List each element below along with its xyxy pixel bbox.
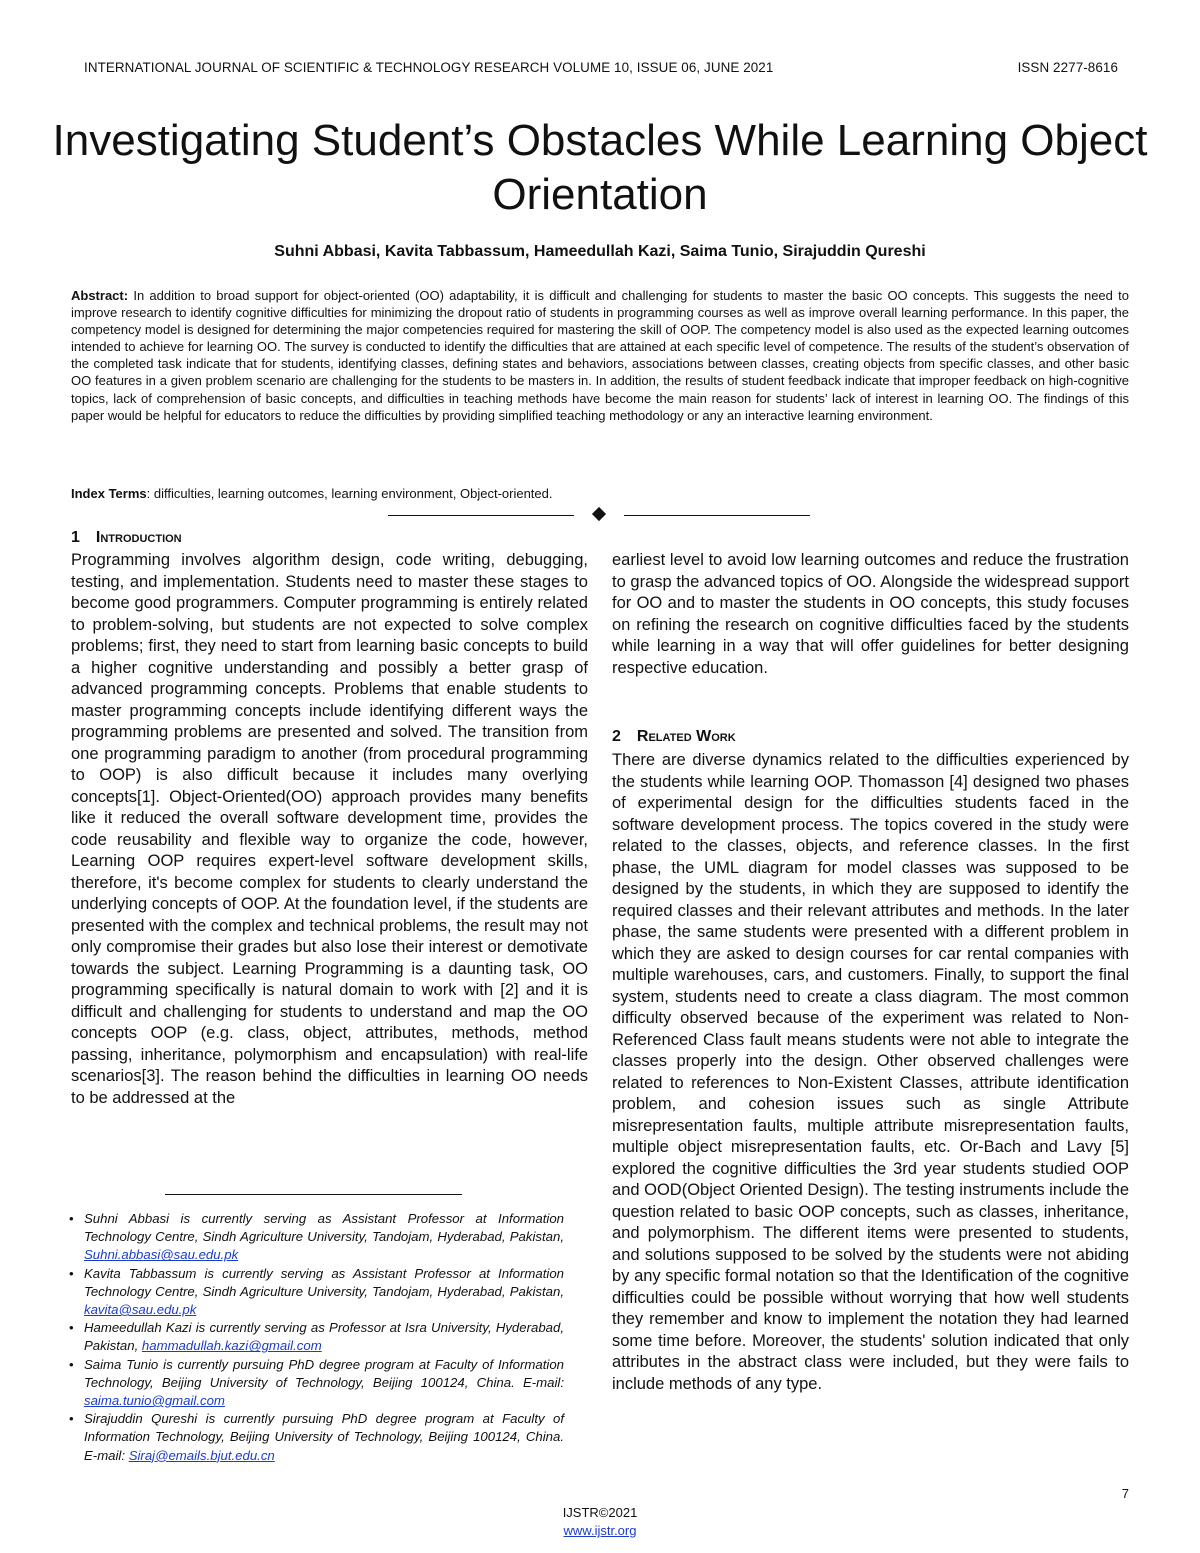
footnote-item: • Kavita Tabbassum is currently serving as Assistant Professor at Information Technology Centre, Sindh Agriculture University, Tandojam, Hyderabad, Pakistan, kavita@sau.edu.pk	[69, 1265, 564, 1320]
index-terms-label: Index Terms	[71, 486, 147, 501]
section-title: Introduction	[95, 529, 182, 546]
section-heading-introduction	[71, 529, 182, 547]
right-column	[612, 550, 1129, 679]
separator-line-left	[388, 515, 574, 516]
footnote-rule	[165, 1194, 462, 1195]
abstract-text: In addition to broad support for object-oriented (OO) adaptability, it is difficult and challenging for students to master the basic OO concepts. This suggests the need to improve research to identify cognitive difficulties for minimizing the dropout ratio of students in programming courses as well as improve overall learning performance. In this paper, the competency model is designed for determining the major competencies required for mastering the skill of OOP. The competency model is also used as the expected learning outcomes intended to achieve for learning OO. The survey is conducted to identify the difficulties that are attained at each specific level of competence. The results of the student’s observation of the completed task indicate that for students, identifying classes, defining states and behaviors, associations between classes, creating objects from specific classes, and other basic OO features in a given problem scenario are challenging for the students to be masters in. In addition, the results of student feedback indicate that improper feedback on high-cognitive topics, lack of comprehension of basic concepts, and difficulties in teaching methods have become the main reason for students’ lack of interest in learning OO. The findings of this paper would be helpful for educators to reduce the difficulties by providing simplified teaching methodology or any an interactive learning environment.	[71, 288, 1129, 423]
section-title: Related Work	[636, 728, 736, 745]
related-work-paragraph: There are diverse dynamics related to the difficulties experienced by the students while learning OOP. Thomasson [4] designed two phases of experimental design for the difficulties students faced in the software development process. The topics covered in the study were related to the classes, objects, and reference classes. In the first phase, the UML diagram for model classes was supposed to be designed by the students, in which they are supposed to identify the required classes and their relevant attributes and methods. In the later phase, the same students were presented with a different problem in which they are asked to design courses for car rental companies with multiple warehouses, cars, and customers. Finally, to support the final system, students need to create a class diagram. The most common difficulty observed because of the experiment was related to Non-Referenced Class fault means students were not able to integrate the classes properly into the design. Other observed challenges were related to references to Non-Existent Classes, attribute identification problem, and cohesion issues such as single Attribute misrepresentation faults, multiple attribute misrepresentation faults, multiple object misrepresentation faults, etc. Or-Bach and Lavy [5] explored the cognitive difficulties the 3rd year students studied OOP and OOD(Object Oriented Design). The testing instruments include the question related to basic OOP concepts, such as classes, inheritance, and polymorphism. The different items were presented to students, and solutions supposed to be solved by the students were not abiding by any specific formal notation so that the Identification of the cognitive difficulties could be possible without worrying that how well students they remember and know to implement the notation they had learned some time before. Moreover, the students' solution indicated that only attributes in the abstract class were included, but they were fails to include methods of any type.	[612, 751, 1129, 1393]
introduction-continued: earliest level to avoid low learning outcomes and reduce the frustration to grasp the advanced topics of OO. Alongside the widespread support for OO and to master the students in OO concepts, this study focuses on refining the research on cognitive difficulties faced by the students while learning in a way that will offer guidelines for better designing respective education.	[612, 551, 1129, 677]
running-header	[84, 60, 1118, 80]
author-footnotes	[69, 1210, 564, 1465]
section-number: 1	[71, 529, 80, 546]
page-footer	[0, 1504, 1200, 1540]
section-number: 2	[612, 728, 621, 745]
footnote-item: • Sirajuddin Qureshi is currently pursuing PhD degree program at Faculty of Information Technology, Beijing University of Technology, Beijing 100124, China. E-mail: Siraj@emails.bjut.edu.cn	[69, 1410, 564, 1465]
email-link[interactable]: Suhni.abbasi@sau.edu.pk	[84, 1247, 239, 1263]
email-link[interactable]: Siraj@emails.bjut.edu.cn	[128, 1447, 275, 1463]
email-link[interactable]: hammadullah.kazi@gmail.com	[141, 1338, 322, 1354]
index-terms-text: : difficulties, learning outcomes, learning environment, Object-oriented.	[146, 486, 553, 501]
introduction-paragraph: Programming involves algorithm design, code writing, debugging, testing, and implementation. Students need to master these stages to become good programmers. Computer programming is entirely related to problem-solving, but students are not expected to solve complex problems; first, they need to start from learning basic concepts to build a higher cognitive understanding and possibly a better grasp of advanced programming concepts. Problems that enable students to master programming concepts include identifying different ways the programming problems are presented and solved. The transition from one programming paradigm to another (from procedural programming to OOP) is also difficult because it includes many overlying concepts[1]. Object-Oriented(OO) approach provides many benefits like it reduced the overall software development time, provides the code reusability and flexible way to organize the code, however, Learning OOP requires expert-level software development skills, therefore, it's become complex for students to clearly understand the underlying concepts of OOP. At the foundation level, if the students are presented with the complex and technical problems, the result may not only compromise their grades but also lose their interest or demotivate towards the subject. Learning Programming is a daunting task, OO programming specifically is natural domain to work with [2] and it is difficult and challenging for students to understand and map the OO concepts OOP (e.g. class, object, attributes, methods, method passing, inheritance, polymorphism and encapsulation) with real-life scenarios[3]. The reason behind the difficulties in learning OO needs to be addressed at the	[71, 551, 588, 1107]
page-number: 7	[1121, 1486, 1129, 1501]
footnote-item: • Saima Tunio is currently pursuing PhD degree program at Faculty of Information Technology, Beijing University of Technology, Beijing 100124, China. E-mail: saima.tunio@gmail.com	[69, 1356, 564, 1411]
email-link[interactable]: saima.tunio@gmail.com	[84, 1393, 225, 1409]
related-work-column	[612, 750, 1129, 1395]
footnote-item: • Suhni Abbasi is currently serving as Assistant Professor at Information Technology Centre, Sindh Agriculture University, Tandojam, Hyderabad, Pakistan, Suhni.abbasi@sau.edu.pk	[69, 1210, 564, 1265]
author-list: Suhni Abbasi, Kavita Tabbassum, Hameedullah Kazi, Saima Tunio, Sirajuddin Qureshi	[274, 243, 926, 260]
copyright: IJSTR©2021	[562, 1505, 638, 1520]
diamond-icon	[592, 507, 606, 521]
footnote-item: • Hameedullah Kazi is currently serving as Professor at Isra University, Hyderabad, Pakistan, hammadullah.kazi@gmail.com	[69, 1319, 564, 1355]
email-link[interactable]: kavita@sau.edu.pk	[84, 1302, 197, 1318]
abstract-label: Abstract:	[71, 288, 129, 303]
section-heading-related-work	[612, 728, 736, 746]
separator-line-right	[624, 515, 810, 516]
index-terms	[71, 486, 1129, 501]
journal-url-link[interactable]: www.ijstr.org	[563, 1523, 637, 1538]
abstract	[71, 287, 1129, 424]
journal-name: INTERNATIONAL JOURNAL OF SCIENTIFIC & TECHNOLOGY RESEARCH VOLUME 10, ISSUE 06, JUNE 2021	[84, 60, 774, 75]
section-separator	[0, 506, 1200, 526]
left-column	[71, 550, 588, 1109]
issn: ISSN 2277-8616	[1017, 60, 1118, 75]
paper-title: Investigating Student’s Obstacles While Learning Object Orientation	[52, 116, 1148, 219]
